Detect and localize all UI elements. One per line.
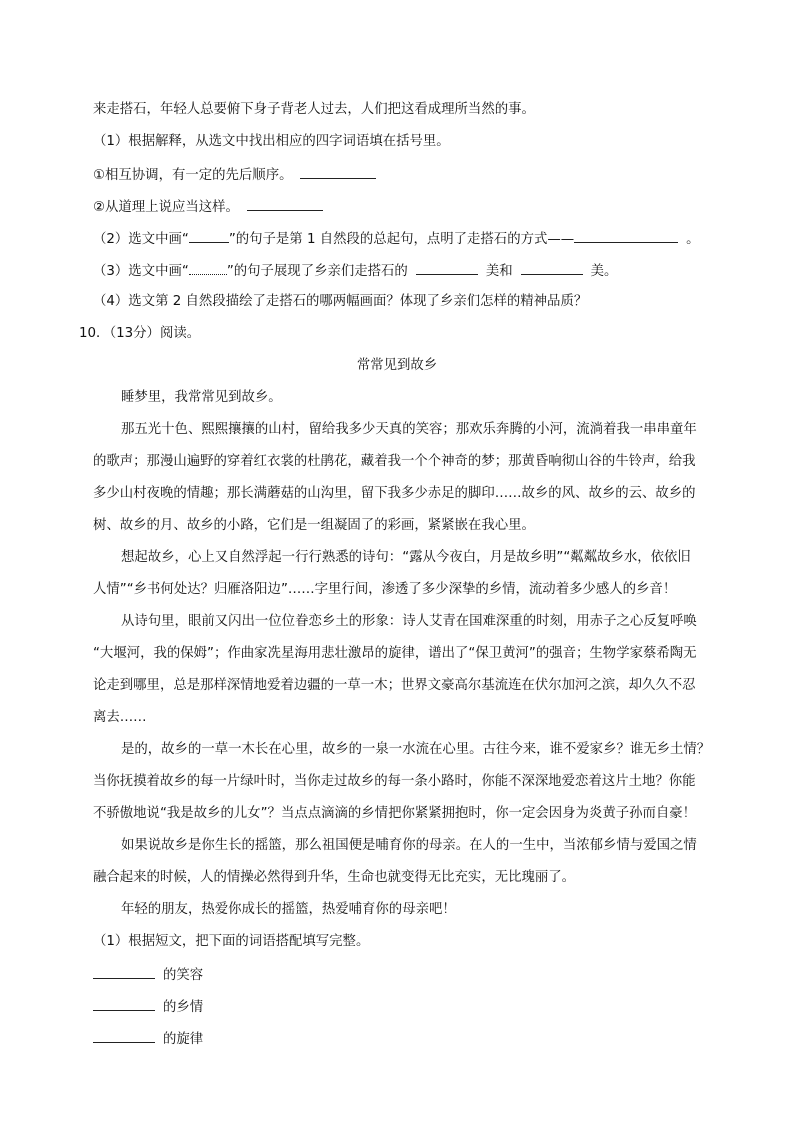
answer-blank[interactable]: [247, 198, 323, 211]
fill-item: [93, 1030, 203, 1048]
passage-title: 常常见到故乡: [356, 358, 438, 373]
question-9-1-a: [93, 166, 376, 184]
paragraph-4-line: 离去……: [93, 710, 147, 725]
answer-blank[interactable]: [93, 966, 155, 979]
fill-item-text: 的乡情: [163, 1000, 204, 1015]
question-9-3-and: 美和: [485, 264, 513, 279]
fill-item: [93, 966, 203, 984]
passage-closing-line: 来走搭石，年轻人总要俯下身子背老人过去，人们把这看成理所当然的事。: [93, 102, 535, 117]
paragraph-6-line: 融合起来的时候，人的情操必然得到升华，生命也就变得无比充实，无比瑰丽了。: [93, 870, 576, 885]
question-9-1-b: [93, 198, 323, 216]
answer-blank[interactable]: [574, 230, 678, 243]
paragraph-4-line: “大堰河，我的保姆”；作曲家冼星海用悲壮激昂的旋律，谱出了“保卫黄河”的强音；生物学家蔡希陶无: [93, 646, 697, 661]
question-9-2: [93, 230, 700, 248]
question-9-3-end: 美。: [590, 264, 618, 279]
question-9-3: [93, 262, 617, 280]
paragraph-4-line: 论走到哪里，总是那样深情地爱着边疆的一草一木；世界文豪高尔基流连在伏尔加河之滨，却久久不忍: [93, 678, 696, 693]
fill-item-text: 的笑容: [163, 968, 204, 983]
question-9-2-text: ”的句子是第 1 自然段的总起句，点明了走搭石的方式——: [228, 232, 575, 247]
answer-blank[interactable]: [300, 166, 376, 179]
question-9-1: （1）根据解释，从选文中找出相应的四字词语填在括号里。: [93, 134, 450, 149]
answer-blank[interactable]: [93, 1030, 155, 1043]
paragraph-2-line: 多少山村夜晚的情趣；那长满蘑菇的山沟里，留下我多少赤足的脚印……故乡的风、故乡的云、故乡的: [93, 486, 696, 501]
paragraph-5-line: 是的，故乡的一草一木长在心里，故乡的一泉一水流在心里。古往今来，谁不爱家乡？谁无乡土情？: [121, 742, 711, 757]
question-10-1: （1）根据短文，把下面的词语搭配填写完整。: [93, 934, 370, 949]
paragraph-3-line: 想起故乡，心上又自然浮起一行行熟悉的诗句：“露从今夜白，月是故乡明”“粼粼故乡水，依依旧: [121, 550, 691, 565]
question-9-1-b-text: ②从道理上说应当这样。: [93, 200, 239, 215]
question-9-3-text: ”的句子展现了乡亲们走搭石的: [226, 264, 408, 279]
question-9-4: （4）选文第 2 自然段描绘了走搭石的哪两幅画面？体现了乡亲们怎样的精神品质？: [93, 294, 588, 309]
fill-item: [93, 998, 203, 1016]
wavy-underline-mark: [189, 264, 227, 275]
question-9-2-prefix: （2）选文中画“: [93, 232, 189, 247]
paragraph-2-line: 树、故乡的月、故乡的小路，它们是一组凝固了的彩画，紧紧嵌在我心里。: [93, 518, 535, 533]
question-9-1-a-text: ①相互协调，有一定的先后顺序。: [93, 168, 293, 183]
paragraph-7: 年轻的朋友，热爱你成长的摇篮，热爱哺育你的母亲吧！: [121, 902, 456, 917]
fill-item-text: 的旋律: [163, 1032, 204, 1047]
paragraph-2-line: 的歌声；那漫山遍野的穿着红衣裳的杜鹃花，藏着我一个个神奇的梦；那黄昏响彻山谷的牛铃声，给我: [93, 454, 696, 469]
question-9-2-end: 。: [686, 232, 700, 247]
paragraph-3-line: 人情”“乡书何处达？归雁洛阳边”……字里行间，渗透了多少深挚的乡情，流动着多少感人的乡音！: [93, 582, 677, 597]
paragraph-2-line: 那五光十色、熙熙攘攘的山村，留给我多少天真的笑容；那欢乐奔腾的小河，流淌着我一串串童年: [121, 422, 697, 437]
question-9-3-prefix: （3）选文中画“: [93, 264, 189, 279]
paragraph-5-line: 不骄傲地说“我是故乡的儿女”？当点点滴滴的乡情把你紧紧拥抱时，你一定会因身为炎黄子孙而自豪！: [93, 806, 697, 821]
answer-blank[interactable]: [416, 262, 478, 275]
paragraph-5-line: 当你抚摸着故乡的每一片绿叶时，当你走过故乡的每一条小路时，你能不深深地爱恋着这片土地？你能: [93, 774, 696, 789]
paragraph-1: 睡梦里，我常常见到故乡。: [121, 390, 282, 405]
answer-blank[interactable]: [93, 998, 155, 1011]
question-10-header: 10．（13分）阅读。: [79, 326, 201, 341]
paragraph-4-line: 从诗句里，眼前又闪出一位位眷恋乡土的形象：诗人艾青在国难深重的时刻，用赤子之心反复呼唤: [121, 614, 697, 629]
underline-mark: [189, 230, 229, 243]
paragraph-6-line: 如果说故乡是你生长的摇篮，那么祖国便是哺育你的母亲。在人的一生中，当浓郁乡情与爱国之情: [121, 838, 697, 853]
answer-blank[interactable]: [521, 262, 583, 275]
